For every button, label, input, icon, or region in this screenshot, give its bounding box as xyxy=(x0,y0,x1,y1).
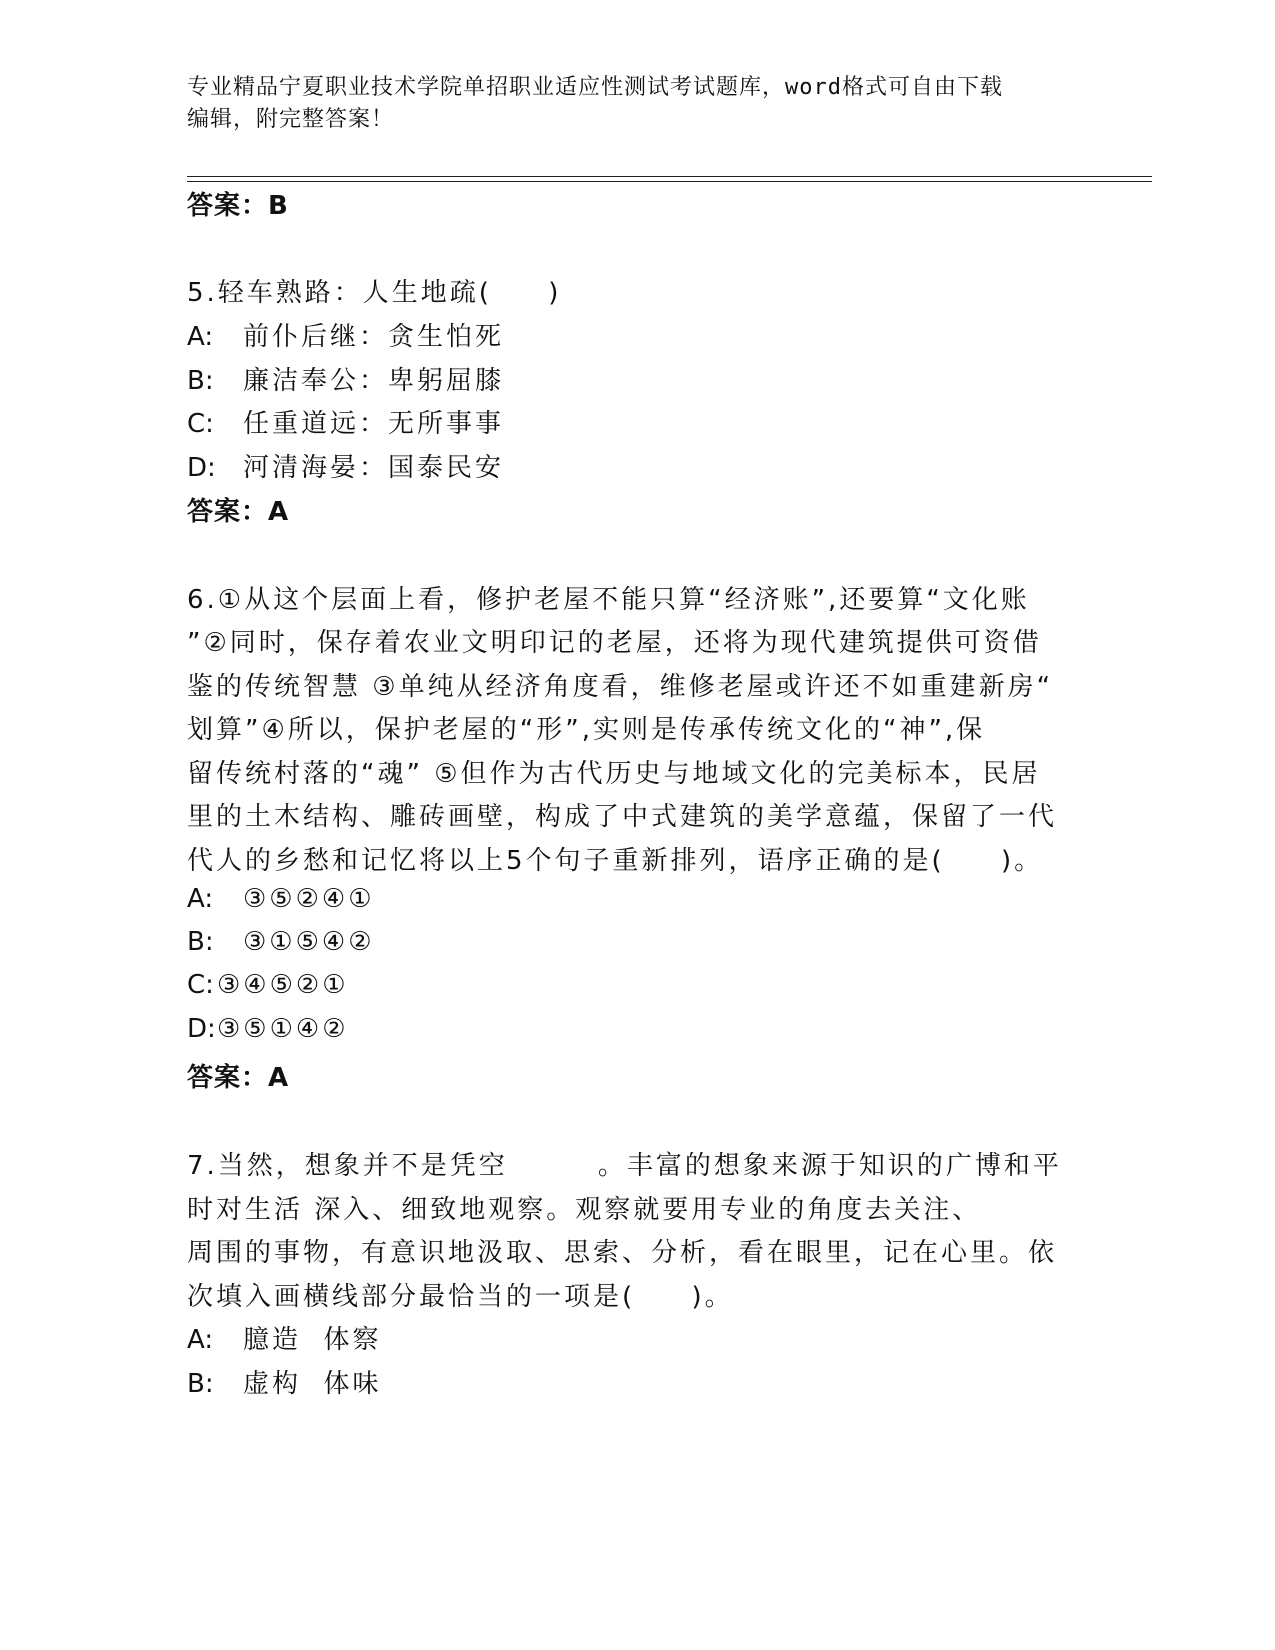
q6-option-a xyxy=(187,884,375,914)
q6-line-5: 留传统村落的“魂” ⑤但作为古代历史与地域文化的完美标本，民居 xyxy=(187,759,1041,789)
q6-line-1: 6.①从这个层面上看，修护老屋不能只算“经济账”,还要算“文化账 xyxy=(187,585,1030,615)
option-label: C: xyxy=(187,970,214,1000)
q6-answer: 答案：A xyxy=(187,1063,290,1093)
q6-line-7: 代人的乡愁和记忆将以上5个句子重新排列，语序正确的是( )。 xyxy=(187,846,1044,876)
q6-line-4: 划算”④所以，保护老屋的“形”,实则是传承传统文化的“神”,保 xyxy=(187,715,986,745)
q6-line-6: 里的土木结构、雕砖画壁，构成了中式建筑的美学意蕴，保留了一代 xyxy=(187,802,1058,832)
q7-line-3: 周围的事物，有意识地汲取、思索、分析，看在眼里，记在心里。依 xyxy=(187,1238,1058,1268)
q5-stem: 5.轻车熟路：人生地疏( ) xyxy=(187,278,562,308)
option-text: ③⑤②④① xyxy=(243,884,375,914)
q5-option-b xyxy=(187,360,504,397)
option-text: 前仆后继：贪生怕死 xyxy=(243,322,505,352)
option-label: A: xyxy=(187,1325,214,1355)
q7-line-4: 次填入画横线部分最恰当的一项是( )。 xyxy=(187,1282,734,1312)
q6-option-b xyxy=(187,927,375,957)
q6-line-2: ”②同时，保存着农业文明印记的老屋，还将为现代建筑提供可资借 xyxy=(187,628,1042,658)
option-text: 臆造 体察 xyxy=(243,1325,382,1355)
option-text: 廉洁奉公：卑躬屈膝 xyxy=(243,366,505,396)
q6-option-d xyxy=(187,1014,349,1044)
q7-line-1: 7.当然，想象并不是凭空 。丰富的想象来源于知识的广博和平 xyxy=(187,1151,1062,1181)
q5-option-a xyxy=(187,316,504,353)
option-text: ③①⑤④② xyxy=(243,927,375,957)
option-label: A: xyxy=(187,322,214,352)
option-label: D: xyxy=(187,1014,216,1044)
option-text: 河清海晏：国泰民安 xyxy=(243,453,505,483)
option-text: ③⑤①④② xyxy=(217,1014,349,1044)
header-line-1: 专业精品宁夏职业技术学院单招职业适应性测试考试题库，word格式可自由下载 xyxy=(187,75,1003,100)
header-line-2: 编辑，附完整答案！ xyxy=(187,107,395,132)
option-label: D: xyxy=(187,453,216,483)
option-text: ③④⑤②① xyxy=(217,970,349,1000)
q7-option-b xyxy=(187,1363,382,1400)
q5-option-c xyxy=(187,403,504,440)
option-label: C: xyxy=(187,409,214,439)
answer-top: 答案：B xyxy=(187,191,289,221)
q7-option-a xyxy=(187,1319,382,1356)
option-label: A: xyxy=(187,884,214,914)
option-text: 任重道远：无所事事 xyxy=(243,409,505,439)
option-label: B: xyxy=(187,927,214,957)
q6-line-3: 鉴的传统智慧 ③单纯从经济角度看，维修老屋或许还不如重建新房“ xyxy=(187,672,1054,702)
q7-line-2: 时对生活 深入、细致地观察。观察就要用专业的角度去关注、 xyxy=(187,1195,982,1225)
header-rule-top xyxy=(187,176,1152,177)
q5-answer: 答案：A xyxy=(187,497,290,527)
q6-option-c xyxy=(187,970,349,1000)
header-rule-bottom xyxy=(187,181,1152,182)
page-header xyxy=(187,72,1067,136)
option-label: B: xyxy=(187,1369,214,1399)
q5-option-d xyxy=(187,447,504,484)
option-label: B: xyxy=(187,366,214,396)
option-text: 虚构 体味 xyxy=(243,1369,382,1399)
